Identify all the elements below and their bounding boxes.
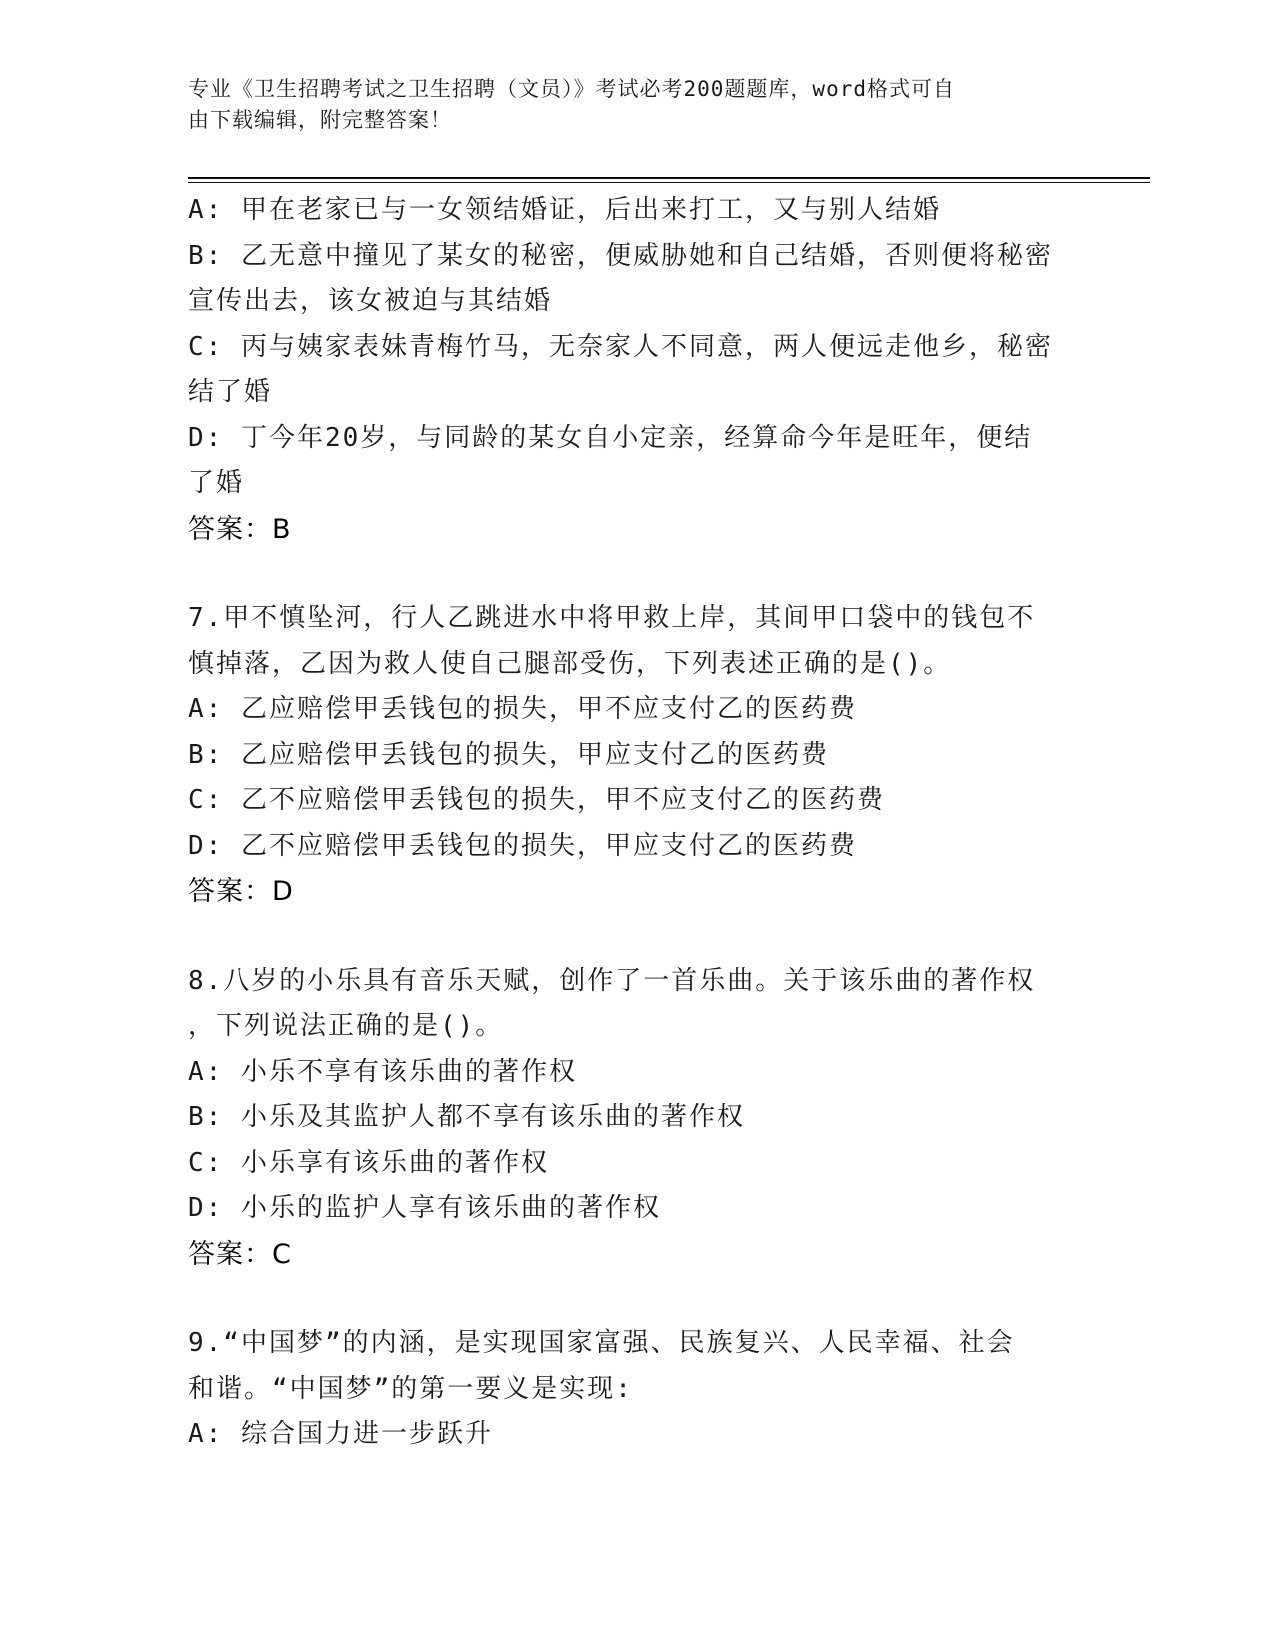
- document-header: [188, 74, 1068, 136]
- question-stem-line-1: 7.甲不慎坠河，行人乙跳进水中将甲救上岸，其间甲口袋中的钱包不: [188, 603, 1036, 633]
- option-a: A: 甲在老家已与一女领结婚证，后出来打工，又与别人结婚: [188, 195, 941, 225]
- option-b-line-2: 宣传出去，该女被迫与其结婚: [188, 286, 553, 316]
- option-c: C: 小乐享有该乐曲的著作权: [188, 1147, 549, 1178]
- question-stem-line-2: ，下列说法正确的是()。: [188, 1011, 504, 1041]
- option-c-line-1: C: 丙与姨家表妹青梅竹马，无奈家人不同意，两人便远走他乡，秘密: [188, 331, 1053, 362]
- option-a: A: 小乐不享有该乐曲的著作权: [188, 1056, 577, 1087]
- option-d: D: 小乐的监护人享有该乐曲的著作权: [188, 1193, 661, 1223]
- answer: 答案：D: [188, 876, 294, 907]
- option-b-line-1: B: 乙无意中撞见了某女的秘密，便威胁她和自己结婚，否则便将秘密: [188, 240, 1053, 271]
- option-a: A: 乙应赔偿甲丢钱包的损失，甲不应支付乙的医药费: [188, 694, 857, 724]
- option-d-line-2: 了婚: [188, 468, 245, 498]
- option-c: C: 乙不应赔偿甲丢钱包的损失，甲不应支付乙的医药费: [188, 785, 885, 815]
- option-a: A: 综合国力进一步跃升: [188, 1419, 493, 1449]
- option-b: B: 乙应赔偿甲丢钱包的损失，甲应支付乙的医药费: [188, 739, 829, 770]
- question-8: [188, 959, 1088, 1278]
- question-9: [188, 1321, 1088, 1458]
- answer: 答案：B: [188, 513, 292, 545]
- option-d-line-1: D: 丁今年20岁，与同龄的某女自小定亲，经算命今年是旺年，便结: [188, 422, 1033, 453]
- spacer: [188, 1277, 1088, 1321]
- header-line-2: 由下载编辑，附完整答案！: [188, 108, 452, 132]
- answer: 答案：C: [188, 1238, 292, 1270]
- question-stem-line-2: 慎掉落，乙因为救人使自己腿部受伤，下列表述正确的是()。: [188, 648, 952, 679]
- header-rule-thick: [188, 177, 1150, 179]
- header-line-1: 专业《卫生招聘考试之卫生招聘（文员）》考试必考200题题库，word格式可自: [188, 77, 955, 101]
- option-b: B: 小乐及其监护人都不享有该乐曲的著作权: [188, 1102, 745, 1132]
- question-6: [188, 188, 1088, 552]
- question-stem-line-1: 9.“中国梦”的内涵，是实现国家富强、民族复兴、人民幸福、社会: [188, 1328, 1015, 1358]
- question-stem-line-2: 和谐。“中国梦”的第一要义是实现:: [188, 1373, 633, 1404]
- option-c-line-2: 结了婚: [188, 377, 273, 407]
- spacer: [188, 915, 1088, 959]
- question-stem-line-1: 8.八岁的小乐具有音乐天赋，创作了一首乐曲。关于该乐曲的著作权: [188, 965, 1036, 996]
- spacer: [188, 552, 1088, 596]
- question-list: [188, 188, 1088, 1458]
- option-d: D: 乙不应赔偿甲丢钱包的损失，甲应支付乙的医药费: [188, 830, 857, 861]
- question-7: [188, 596, 1088, 915]
- header-rule-thin: [188, 182, 1150, 183]
